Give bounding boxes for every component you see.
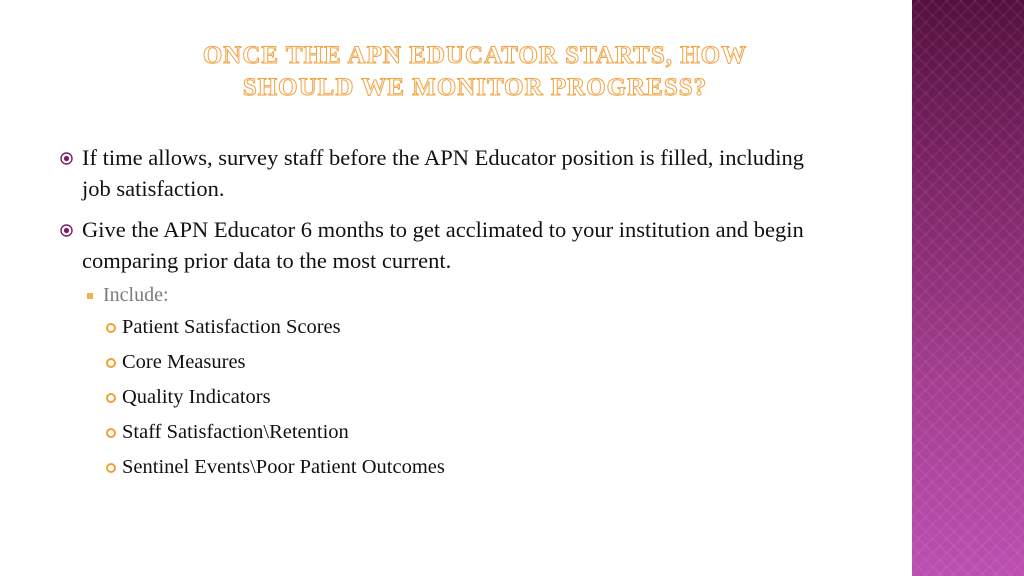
ring-icon (106, 358, 116, 368)
target-circle-icon (60, 152, 73, 165)
target-circle-icon (60, 224, 73, 237)
sub-bullet (58, 282, 818, 308)
list-item (58, 349, 818, 375)
bullet-text: Give the APN Educator 6 months to get acclimated to your institution and begin comparing prior data to the most current. (82, 217, 804, 273)
title-line-1: ONCE THE APN EDUCATOR STARTS, HOW (202, 42, 748, 69)
bullet-item (58, 142, 818, 204)
list-item (58, 384, 818, 410)
square-icon (87, 293, 93, 299)
title-line-2: SHOULD WE MONITOR PROGRESS? (242, 74, 708, 101)
list-item-text: Patient Satisfaction Scores (122, 316, 341, 338)
ring-icon (106, 393, 116, 403)
list-item-text: Staff Satisfaction\Retention (122, 421, 349, 443)
list-item (58, 314, 818, 340)
list-item-text: Sentinel Events\Poor Patient Outcomes (122, 456, 445, 478)
bullet-text: If time allows, survey staff before the APN Educator position is filled, including job satisfaction. (82, 145, 804, 201)
list-item-text: Quality Indicators (122, 386, 271, 408)
decorative-side-band (912, 0, 1024, 576)
list-item-text: Core Measures (122, 351, 246, 373)
bullet-item (58, 214, 818, 276)
sub-bullet-text: Include: (103, 284, 169, 306)
slide-content (58, 142, 818, 489)
list-item (58, 454, 818, 480)
slide-title (140, 40, 810, 104)
list-item (58, 419, 818, 445)
ring-icon (106, 323, 116, 333)
ring-icon (106, 428, 116, 438)
ring-icon (106, 463, 116, 473)
